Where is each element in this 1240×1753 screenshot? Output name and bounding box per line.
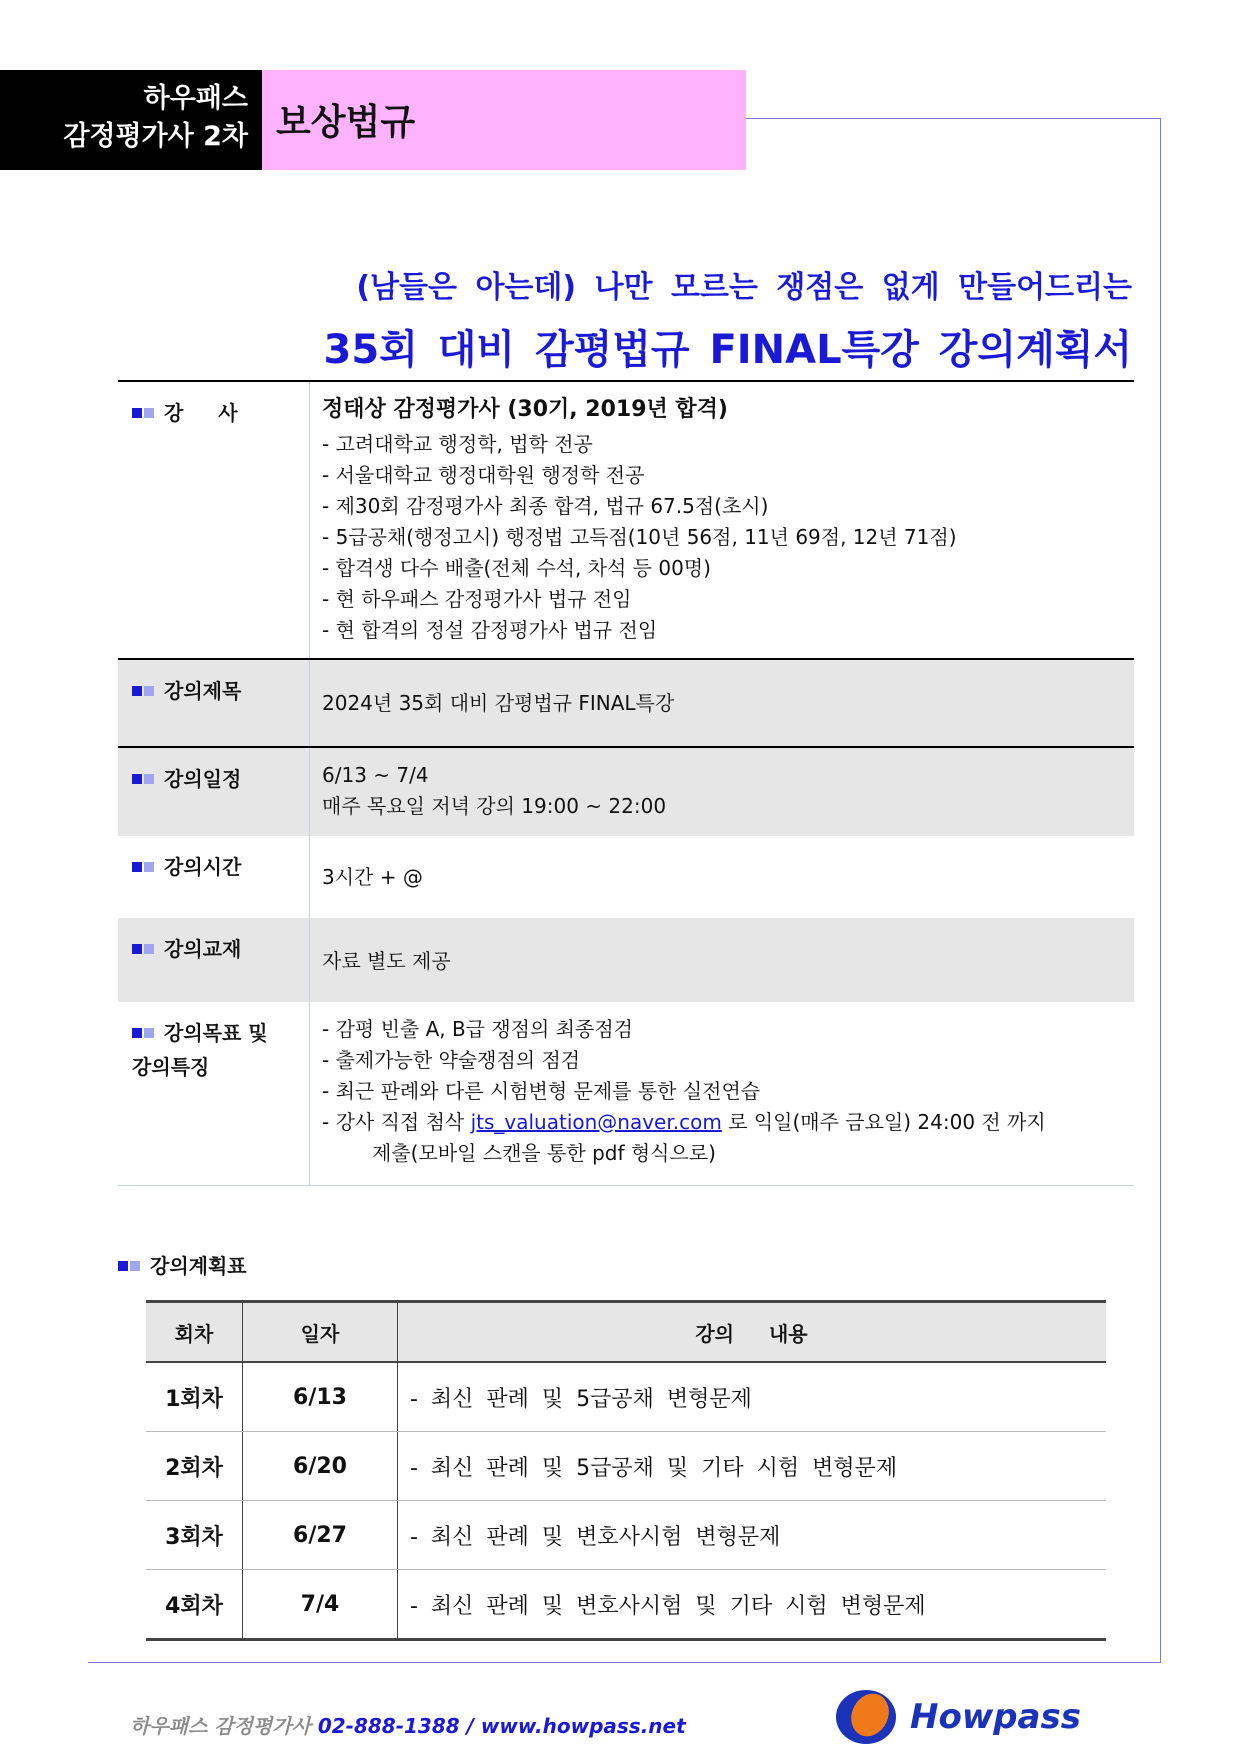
- email-link[interactable]: jts_valuation@naver.com: [470, 1110, 722, 1134]
- footer-org: 하우패스 감정평가사: [130, 1714, 311, 1738]
- content-cell: - 최신 판례 및 변호사시험 변형문제: [398, 1501, 1107, 1570]
- brand-line-1: 하우패스: [143, 83, 248, 114]
- table-row: [146, 1570, 1106, 1640]
- square-bullet-icon: [132, 774, 142, 784]
- table-row: [146, 1362, 1106, 1432]
- row-goals: [118, 1002, 1134, 1186]
- instructor-line: - 합격생 다수 배출(전체 수석, 차석 등 00명): [322, 556, 711, 580]
- goals-details: [310, 1002, 1134, 1185]
- table-row: [146, 1501, 1106, 1570]
- square-bullet-icon: [144, 1028, 154, 1038]
- subject-title: 보상법규: [262, 70, 746, 170]
- label-instructor: 강 사: [118, 382, 310, 658]
- label-textbook: 강의교재: [118, 918, 310, 1002]
- instructor-details: [310, 382, 1134, 658]
- instructor-line: - 고려대학교 행정학, 법학 전공: [322, 432, 593, 456]
- footer-contact: [130, 1710, 686, 1739]
- date-cell: 6/20: [243, 1432, 398, 1501]
- label-course-title: 강의제목: [118, 660, 310, 746]
- goal-line: - 출제가능한 약술쟁점의 점검: [322, 1048, 581, 1072]
- session-cell: 1회차: [146, 1362, 243, 1432]
- square-bullet-icon: [144, 862, 154, 872]
- date-cell: 7/4: [243, 1570, 398, 1640]
- square-bullet-icon: [132, 408, 142, 418]
- howpass-logo: [830, 1684, 1130, 1746]
- square-bullet-icon: [132, 944, 142, 954]
- table-row: [146, 1432, 1106, 1501]
- headline-title: 35회 대비 감평법규 FINAL특강 강의계획서: [323, 327, 1132, 373]
- session-cell: 2회차: [146, 1432, 243, 1501]
- content-cell: - 최신 판례 및 5급공채 및 기타 시험 변형문제: [398, 1432, 1107, 1501]
- column-header: 강의 내용: [398, 1302, 1107, 1363]
- frame-line-top: [746, 118, 1161, 119]
- session-cell: 4회차: [146, 1570, 243, 1640]
- square-bullet-icon: [132, 1028, 142, 1038]
- square-bullet-icon: [132, 686, 142, 696]
- instructor-name: 정태상 감정평가사 (30기, 2019년 합격): [322, 397, 728, 422]
- square-bullet-icon: [130, 1261, 140, 1271]
- row-hours: [118, 836, 1134, 918]
- brand-block: [0, 70, 262, 170]
- brand-line-2: 감정평가사 2차: [63, 121, 248, 152]
- schedule-range: 6/13 ~ 7/4: [322, 763, 429, 787]
- session-cell: 3회차: [146, 1501, 243, 1570]
- row-schedule: [118, 748, 1134, 836]
- textbook-value: 자료 별도 제공: [322, 949, 451, 973]
- content-cell: - 최신 판례 및 변호사시험 및 기타 시험 변형문제: [398, 1570, 1107, 1640]
- square-bullet-icon: [144, 944, 154, 954]
- column-header: 회차: [146, 1302, 243, 1363]
- plan-heading: 강의계획표: [118, 1250, 247, 1279]
- goal-line-email: - 강사 직접 첨삭 jts_valuation@naver.com 로 익일(매주 금요일) 24:00 전 까지: [322, 1110, 1046, 1134]
- square-bullet-icon: [118, 1261, 128, 1271]
- instructor-line: - 현 합격의 정설 감정평가사 법규 전임: [322, 618, 658, 642]
- label-hours: 강의시간: [118, 836, 310, 918]
- square-bullet-icon: [144, 774, 154, 784]
- row-instructor: [118, 382, 1134, 660]
- date-cell: 6/13: [243, 1362, 398, 1432]
- goal-line: - 최근 판례와 다른 시험변형 문제를 통한 실전연습: [322, 1079, 761, 1103]
- footer-phone-web: 02-888-1388 / www.howpass.net: [317, 1714, 686, 1738]
- course-info-table: [118, 380, 1134, 1186]
- instructor-line: - 현 하우패스 감정평가사 법규 전임: [322, 587, 632, 611]
- row-textbook: [118, 918, 1134, 1002]
- date-cell: 6/27: [243, 1501, 398, 1570]
- label-schedule: 강의일정: [118, 748, 310, 836]
- frame-line-bottom: [88, 1662, 1161, 1663]
- instructor-line: - 서울대학교 행정대학원 행정학 전공: [322, 463, 645, 487]
- column-header: 일자: [243, 1302, 398, 1363]
- lecture-plan-table: [146, 1300, 1106, 1641]
- hours-value: 3시간 + @: [322, 865, 423, 889]
- square-bullet-icon: [144, 686, 154, 696]
- instructor-line: - 5급공채(행정고시) 행정법 고득점(10년 56점, 11년 69점, 12년 71점): [322, 525, 957, 549]
- content-cell: - 최신 판례 및 5급공채 변형문제: [398, 1362, 1107, 1432]
- schedule-value: [310, 748, 1134, 836]
- logo-text: Howpass: [910, 1697, 1081, 1737]
- headline-subtitle: (남들은 아는데) 나만 모르는 쟁점은 없게 만들어드리는: [356, 270, 1132, 305]
- label-goals: 강의목표 및 강의특징: [118, 1002, 310, 1185]
- square-bullet-icon: [132, 862, 142, 872]
- goal-line: - 감평 빈출 A, B급 쟁점의 최종점검: [322, 1017, 633, 1041]
- instructor-line: - 제30회 감정평가사 최종 합격, 법규 67.5점(초시): [322, 494, 769, 518]
- table-header-row: [146, 1302, 1106, 1363]
- square-bullet-icon: [144, 408, 154, 418]
- goal-line: 제출(모바일 스캔을 통한 pdf 형식으로): [372, 1141, 716, 1165]
- frame-line-right: [1160, 118, 1161, 1663]
- schedule-time: 매주 목요일 저녁 강의 19:00 ~ 22:00: [322, 794, 667, 818]
- row-course-title: [118, 660, 1134, 748]
- course-title-value: 2024년 35회 대비 감평법규 FINAL특강: [322, 691, 675, 715]
